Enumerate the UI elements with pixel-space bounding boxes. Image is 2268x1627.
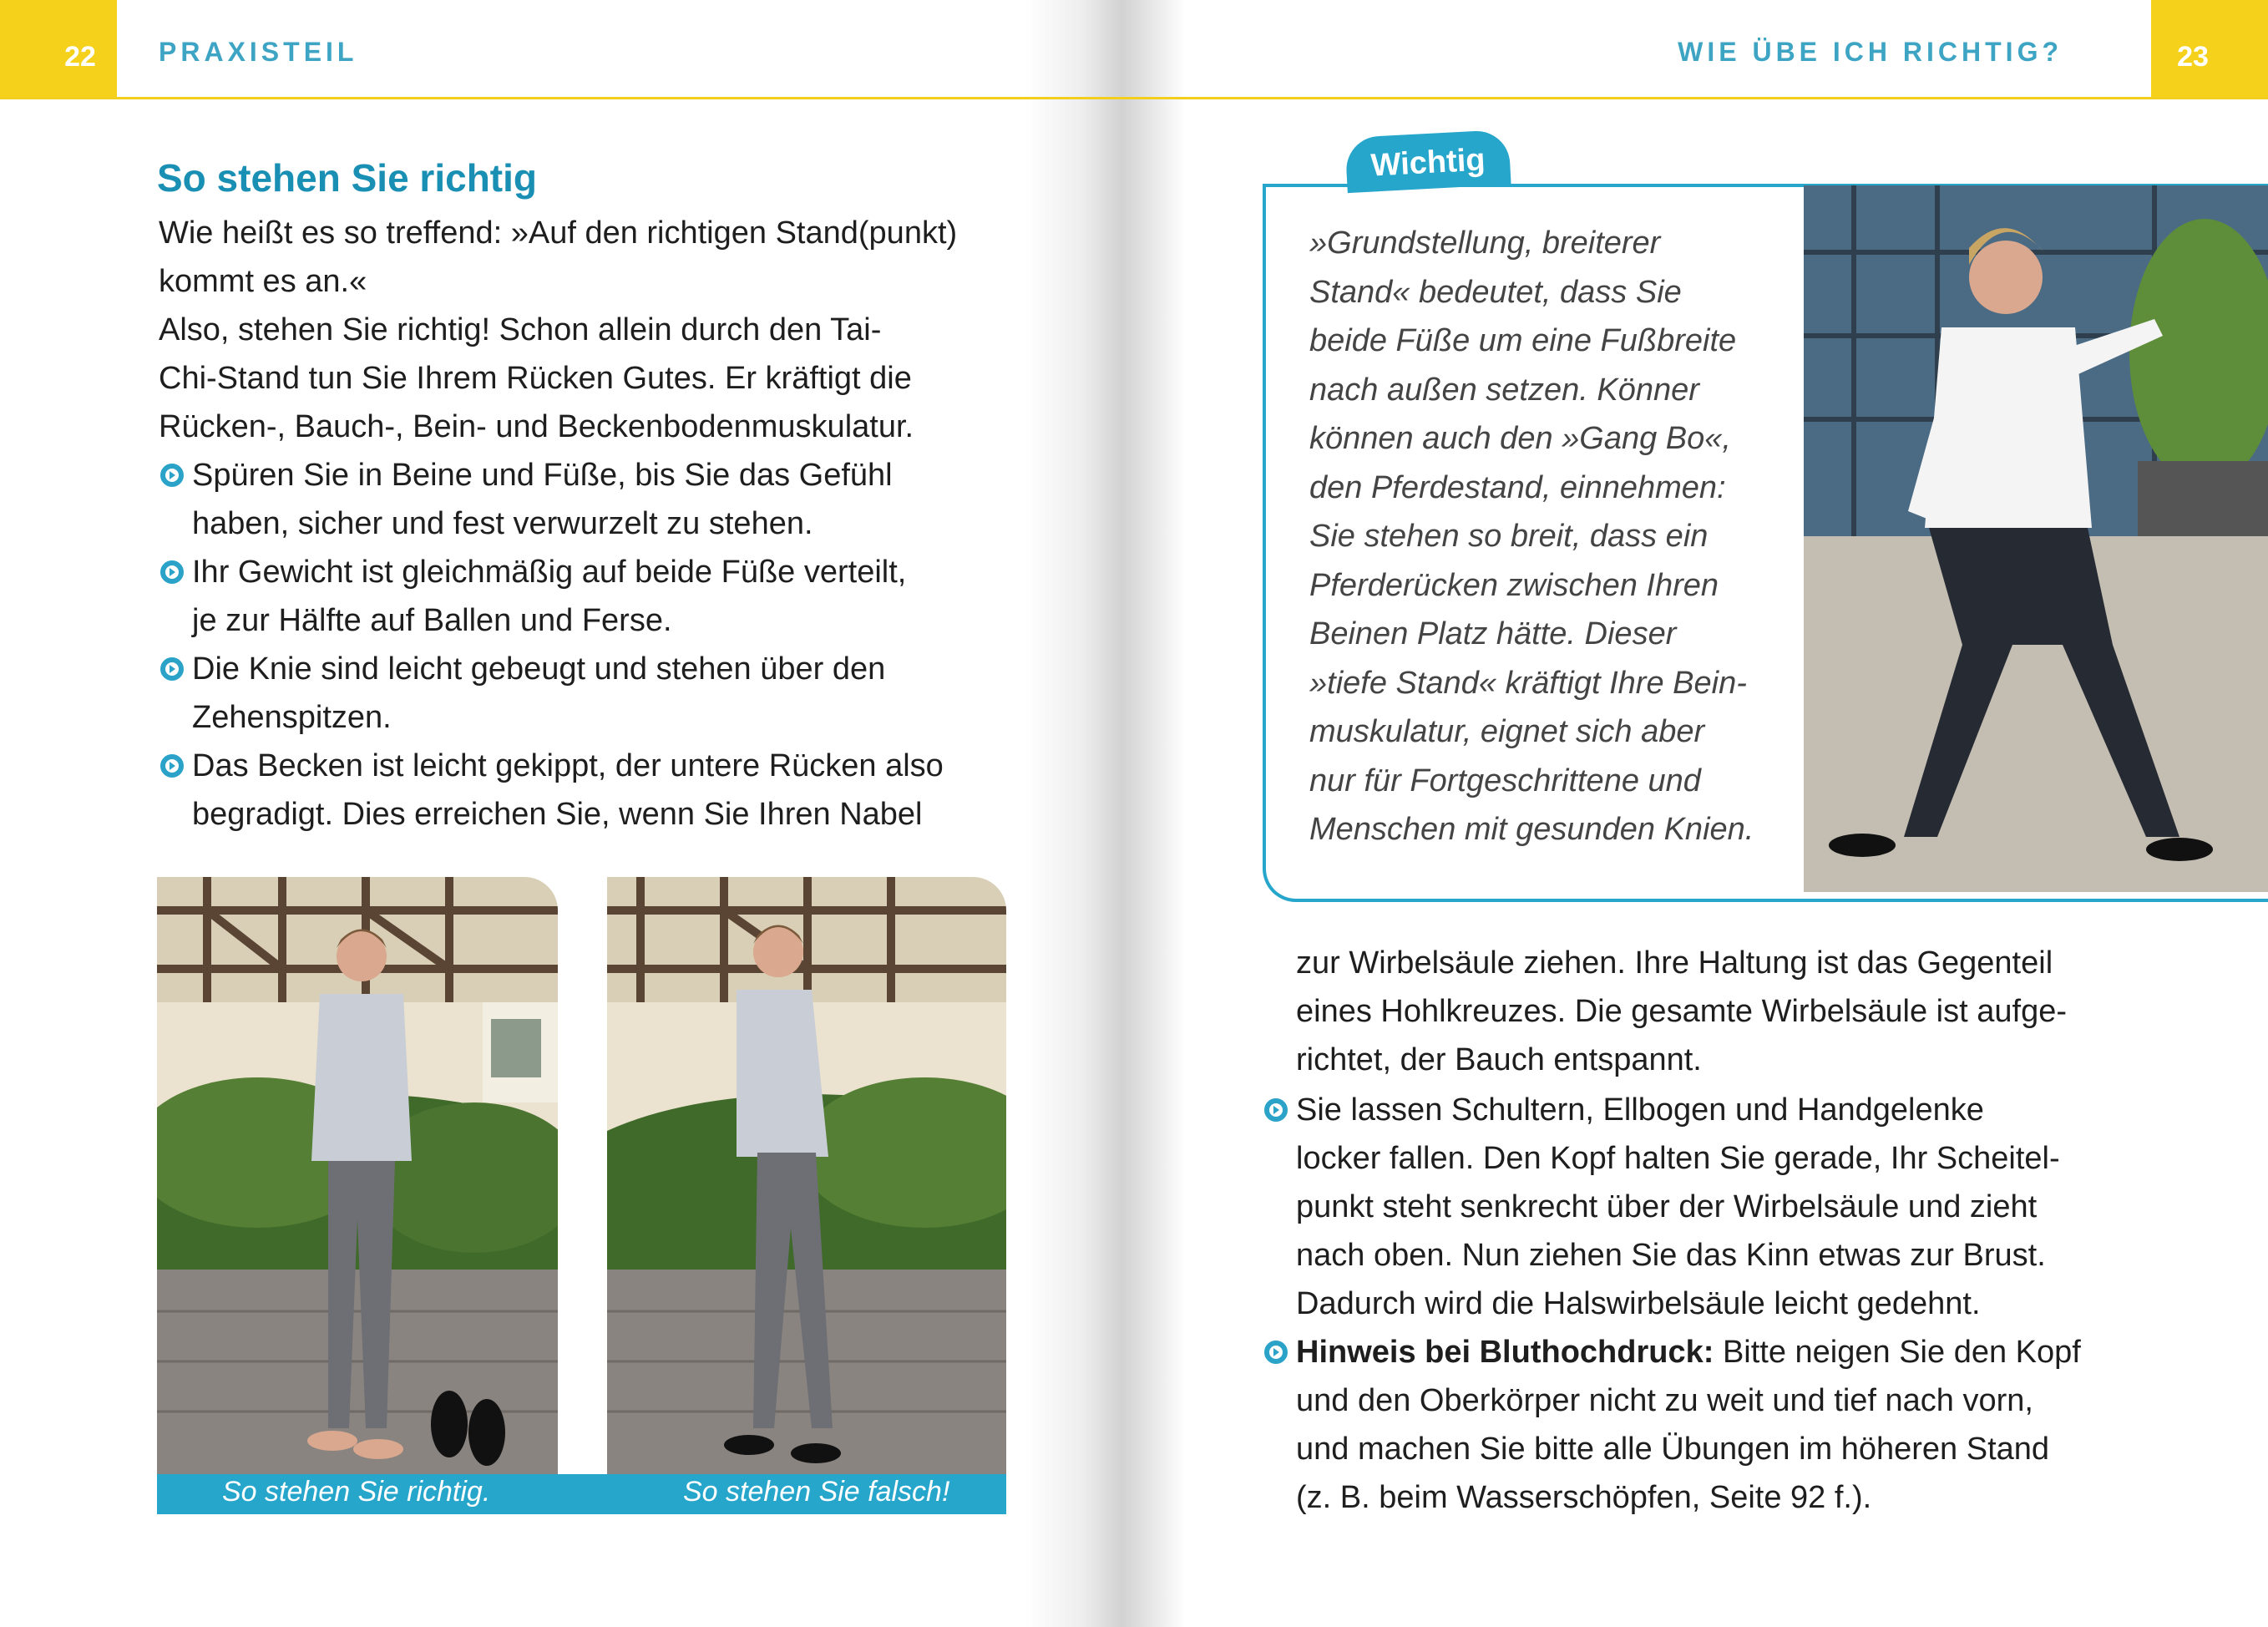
blood-pressure-label: Hinweis bei Bluthochdruck: [1296,1335,1714,1370]
bullet-item [192,742,944,839]
bullet-line: Zehenspitzen. [192,700,392,735]
bullet-icon [160,560,184,584]
bullet-line: Sie lassen Schultern, Ellbogen und Handgelenke [1296,1092,1984,1128]
bullet-line: und machen Sie bitte alle Übungen im höheren Stand [1296,1432,2050,1467]
bullet-line: Die Knie sind leicht gebeugt und stehen über den [192,651,886,687]
bullet-item [192,451,893,548]
continuation-line: eines Hohlkreuzes. Die gesamte Wirbelsäule ist aufge- [1296,994,2067,1029]
box-line: Pferderücken zwischen Ihren [1309,567,1719,603]
caption-wrong: So stehen Sie falsch! [683,1476,950,1508]
running-head-right: WIE ÜBE ICH RICHTIG? [1678,37,2063,67]
intro-paragraph [159,209,957,451]
photo-standing-correct-image [157,877,558,1474]
page-number-left: 22 [64,41,96,73]
intro-line: Also, stehen Sie richtig! Schon allein durch den Tai- [159,312,882,347]
box-line: »Grundstellung, breiterer [1309,226,1661,261]
important-tab: Wichtig [1344,129,1511,193]
bullet-line: Das Becken ist leicht gekippt, der untere Rücken also [192,748,944,783]
box-line: muskulatur, eignet sich aber [1309,714,1705,749]
bullet-line: begradigt. Dies erreichen Sie, wenn Sie Ihren Nabel [192,797,923,832]
bullet-item [192,548,906,645]
box-line: nach außen setzen. Könner [1309,372,1699,408]
bullet-icon [160,464,184,487]
page-number-right: 23 [2177,41,2209,73]
box-line: Stand« bedeutet, dass Sie [1309,274,1682,310]
continuation-paragraph [1296,939,2067,1084]
bullet-line: je zur Hälfte auf Ballen und Ferse. [192,603,672,638]
bullet-icon [160,754,184,778]
photo-standing-wrong-image [607,877,1006,1474]
intro-line: Rücken-, Bauch-, Bein- und Beckenbodenmuskulatur. [159,409,914,444]
bullet-item-blood-pressure [1296,1328,2081,1522]
bullet-line: haben, sicher und fest verwurzelt zu stehen. [192,506,813,541]
continuation-line: zur Wirbelsäule ziehen. Ihre Haltung ist das Gegenteil [1296,945,2053,981]
bullet-line: Spüren Sie in Beine und Füße, bis Sie das Gefühl [192,458,893,493]
section-heading: So stehen Sie richtig [157,156,537,200]
bullet-item-shoulders [1296,1086,2060,1328]
intro-line: kommt es an.« [159,264,367,299]
box-line: Menschen mit gesunden Knien. [1309,812,1754,847]
running-head-left: PRAXISTEIL [159,37,358,67]
bullet-line: Ihr Gewicht ist gleichmäßig auf beide Füße verteilt, [192,555,907,590]
book-gutter [1025,0,1186,1627]
bullet-icon [160,657,184,681]
bullet-line: (z. B. beim Wasserschöpfen, Seite 92 f.). [1296,1480,1872,1515]
intro-line: Chi-Stand tun Sie Ihrem Rücken Gutes. Er kräftigt die [159,361,912,396]
box-line: den Pferdestand, einnehmen: [1309,469,1726,505]
bullet-line: Dadurch wird die Halswirbelsäule leicht gedehnt. [1296,1286,1981,1321]
photo-horse-stance [1804,185,2268,892]
intro-line: Wie heißt es so treffend: »Auf den richtigen Stand(punkt) [159,215,958,251]
bullet-line: locker fallen. Den Kopf halten Sie gerade, Ihr Scheitel- [1296,1141,2060,1176]
photo-standing-wrong [607,877,1006,1474]
box-line: können auch den »Gang Bo«, [1309,421,1731,456]
bullet-line: nach oben. Nun ziehen Sie das Kinn etwas zur Brust. [1296,1238,2046,1273]
box-line: Sie stehen so breit, dass ein [1309,519,1709,554]
bullet-line-rest: Bitte neigen Sie den Kopf [1714,1335,2081,1370]
box-line: nur für Fortgeschrittene und [1309,763,1701,798]
important-box-text [1309,219,1754,854]
bullet-line: und den Oberkörper nicht zu weit und tief nach vorn, [1296,1383,2033,1418]
continuation-line: richtet, der Bauch entspannt. [1296,1042,1702,1077]
bullet-icon [1264,1098,1288,1122]
box-line: beide Füße um eine Fußbreite [1309,323,1737,358]
bullet-line: punkt steht senkrecht über der Wirbelsäule und zieht [1296,1189,2038,1224]
photo-standing-correct [157,877,558,1474]
bullet-icon [1264,1341,1288,1364]
caption-correct: So stehen Sie richtig. [222,1476,491,1508]
bullet-item [192,645,885,742]
photo-horse-stance-image [1804,185,2268,892]
box-line: »tiefe Stand« kräftigt Ihre Bein- [1309,665,1747,701]
bullet-line [1296,1328,2081,1376]
box-line: Beinen Platz hätte. Dieser [1309,616,1677,651]
